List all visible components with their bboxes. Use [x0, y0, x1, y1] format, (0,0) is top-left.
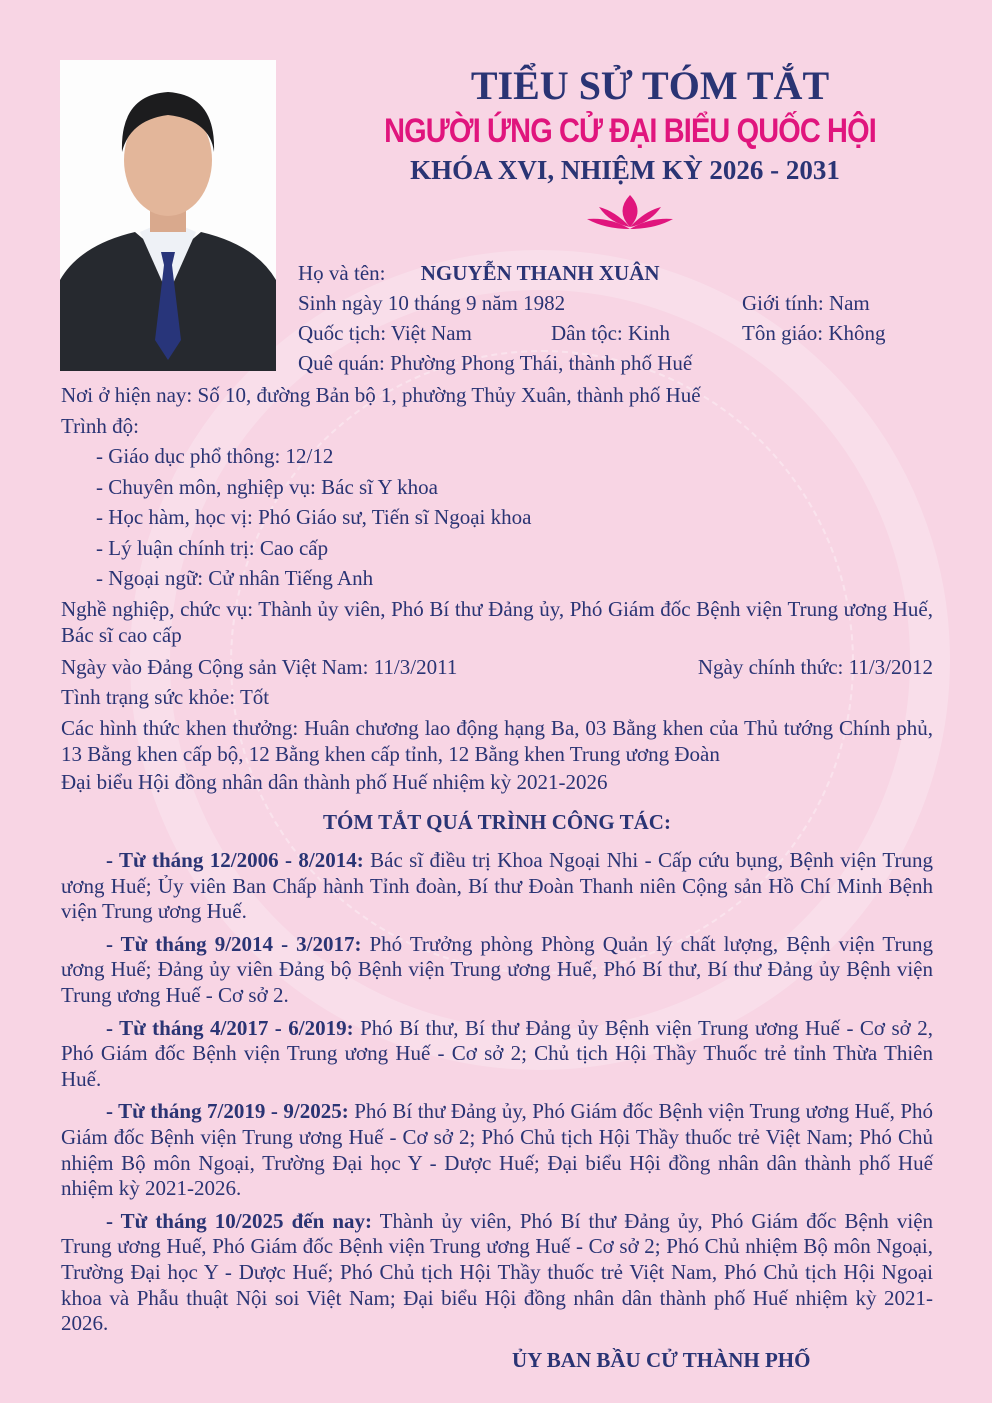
birth-row: [298, 288, 898, 318]
work-period: - Từ tháng 7/2019 - 9/2025:: [106, 1099, 349, 1124]
candidate-portrait: [60, 60, 276, 371]
religion: Tôn giáo: Không: [742, 321, 886, 345]
awards: Các hình thức khen thưởng: Huân chương lao động hạng Ba, 03 Bằng khen của Thủ tướng Chính phủ, 13 Bằng khen cấp bộ, 12 Bằng khen cấp tỉnh, 12 Bằng khen Trung ương Đoàn: [61, 715, 933, 766]
work-period: - Từ tháng 4/2017 - 6/2019:: [106, 1015, 354, 1040]
education-item: - Ngoại ngữ: Cử nhân Tiếng Anh: [96, 566, 374, 590]
document-title: TIỂU SỬ TÓM TẮT: [470, 63, 830, 108]
work-entry: [61, 1099, 933, 1201]
birth-date: Sinh ngày 10 tháng 9 năm 1982: [298, 291, 566, 315]
lotus-icon: [585, 193, 675, 233]
work-entry: [61, 1016, 933, 1093]
nationality: Quốc tịch: Việt Nam: [298, 321, 472, 345]
occupation: Nghề nghiệp, chức vụ: Thành ủy viên, Phó Bí thư Đảng ủy, Phó Giám đốc Bệnh viện Trung ương Huế, Bác sĩ cao cấp: [61, 596, 933, 647]
document-subtitle: NGƯỜI ỨNG CỬ ĐẠI BIỂU QUỐC HỘI: [384, 112, 876, 150]
education-item: - Giáo dục phổ thông: 12/12: [96, 444, 334, 468]
health: Tình trạng sức khỏe: Tốt: [61, 685, 270, 709]
work-period: - Từ tháng 10/2025 đến nay:: [106, 1208, 372, 1233]
work-description: Thành ủy viên, Phó Bí thư Đảng ủy, Phó Giám đốc Bệnh viện Trung ương Huế, Phó Giám đốc Bệnh viện Trung ương Huế - Cơ sở 2; Phó Chủ nhiệm Bộ môn Ngoại, Trường Đại học Y - Dược Huế; Phó Chủ tịch Hội Thầy thuốc trẻ Việt Nam, Phó Chủ tịch Hội Ngoại khoa và Phẫu thuật Nội soi Việt Nam; Đại biểu Hội đồng nhân dân thành phố Huế nhiệm kỳ 2021-2026.: [61, 1208, 934, 1336]
work-period: - Từ tháng 9/2014 - 3/2017:: [106, 931, 362, 956]
work-period: - Từ tháng 12/2006 - 8/2014:: [106, 848, 364, 872]
residence: Nơi ở hiện nay: Số 10, đường Bản bộ 1, phường Thủy Xuân, thành phố Huế: [61, 383, 701, 407]
work-description: Phó Bí thư, Bí thư Đảng ủy Bệnh viện Trung ương Huế - Cơ sở 2, Phó Giám đốc Bệnh viện Trung ương Huế - Cơ sở 2; Chủ tịch Hội Thầy Thuốc trẻ tỉnh Thừa Thiên Huế.: [61, 1015, 934, 1091]
work-entry: [61, 932, 933, 1009]
work-description: Phó Bí thư Đảng ủy, Phó Giám đốc Bệnh viện Trung ương Huế, Phó Giám đốc Bệnh viện Trung ương Huế - Cơ sở 2; Phó Chủ tịch Hội Thầy thuốc trẻ Việt Nam; Phó Chủ nhiệm Bộ môn Ngoại, Trường Đại học Y - Dược Huế; Đại biểu Hội đồng nhân dân thành phố Huế nhiệm kỳ 2021-2026.: [61, 1099, 934, 1201]
work-entry: [61, 848, 933, 925]
council-member: Đại biểu Hội đồng nhân dân thành phố Huế nhiệm kỳ 2021-2026: [61, 769, 608, 794]
hometown: Quê quán: Phường Phong Thái, thành phố Huế: [298, 351, 693, 375]
party-row: [61, 652, 933, 683]
party-official-date: Ngày chính thức: 11/3/2012: [697, 654, 933, 679]
gender: Giới tính: Nam: [742, 291, 870, 315]
work-history-title: TÓM TẮT QUÁ TRÌNH CÔNG TÁC:: [323, 810, 671, 834]
document-term: KHÓA XVI, NHIỆM KỲ 2026 - 2031: [410, 155, 840, 185]
nationality-row: [298, 318, 918, 348]
name-label: Họ và tên:: [298, 261, 386, 285]
education-label: Trình độ:: [61, 413, 140, 438]
details-section: [61, 380, 933, 838]
candidate-name: NGUYỄN THANH XUÂN: [420, 261, 660, 285]
work-history: [61, 848, 933, 1344]
education-item: - Học hàm, học vị: Phó Giáo sư, Tiến sĩ Ngoại khoa: [96, 505, 532, 529]
work-entry: [61, 1209, 933, 1337]
education-item: - Chuyên môn, nghiệp vụ: Bác sĩ Y khoa: [96, 474, 438, 499]
work-description: Bác sĩ điều trị Khoa Ngoại Nhi - Cấp cứu bụng, Bệnh viện Trung ương Huế; Ủy viên Ban Chấp hành Tỉnh đoàn, Bí thư Đoàn Thanh niên Cộng sản Hồ Chí Minh Bệnh viện Trung ương Huế.: [61, 848, 933, 924]
education-item: - Lý luận chính trị: Cao cấp: [96, 535, 329, 560]
work-description: Phó Trưởng phòng Phòng Quản lý chất lượng, Bệnh viện Trung ương Huế; Đảng ủy viên Đảng bộ Bệnh viện Trung ương Huế, Phó Bí thư, Bí thư Đảng ủy Bệnh viện Trung ương Huế - Cơ sở 2.: [61, 931, 933, 1007]
issuer-signature: ỦY BAN BẦU CỬ THÀNH PHỐ: [512, 1348, 811, 1372]
name-row: [298, 258, 660, 288]
party-join-date: Ngày vào Đảng Cộng sản Việt Nam: 11/3/2011: [61, 654, 458, 679]
ethnicity: Dân tộc: Kinh: [551, 321, 670, 345]
